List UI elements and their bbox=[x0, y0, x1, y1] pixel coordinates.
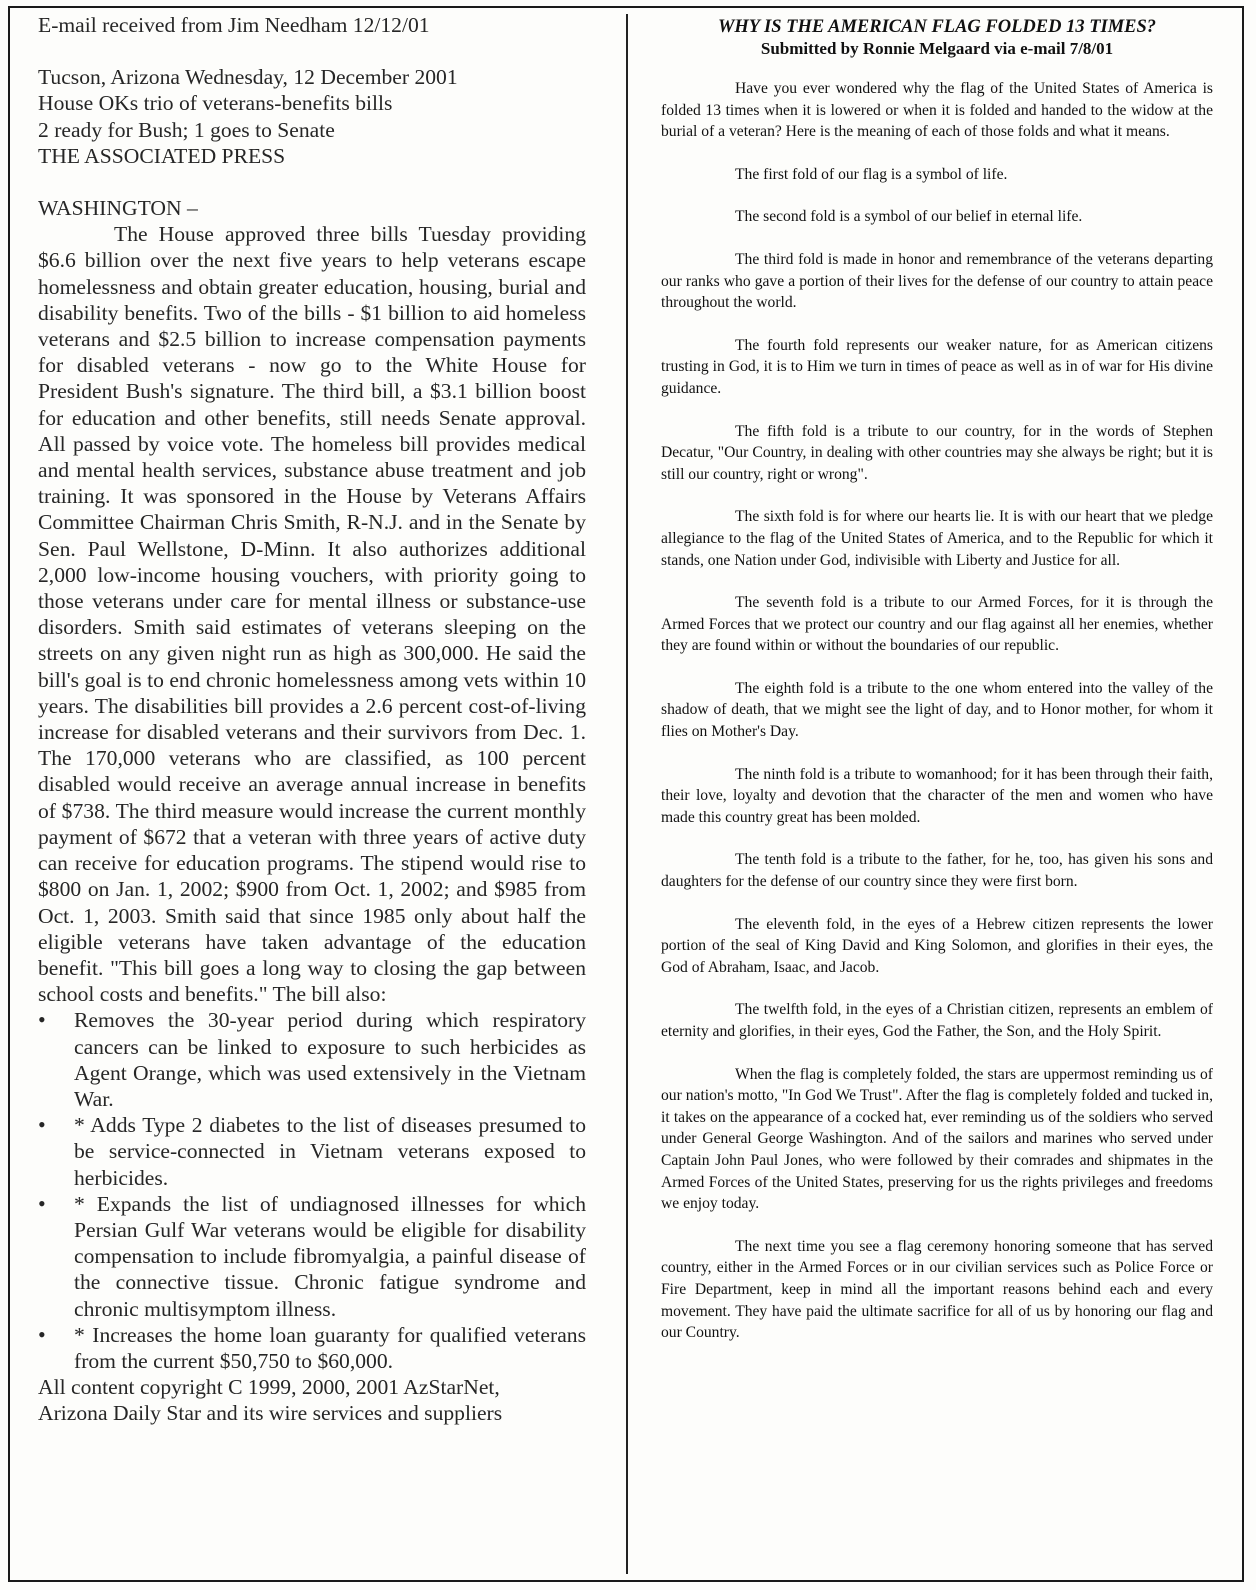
bill-provisions-list bbox=[38, 1007, 586, 1374]
fold-paragraph-1: The first fold of our flag is a symbol of life. bbox=[735, 165, 1008, 183]
subheadline: 2 ready for Bush; 1 goes to Senate bbox=[38, 117, 335, 142]
fold-paragraph-10: The tenth fold is a tribute to the father, for he, too, has given his sons and daughters for the defense of our country since they were first born. bbox=[661, 851, 1213, 891]
flag-folding-column bbox=[661, 16, 1213, 1365]
fold-paragraph-11: The eleventh fold, in the eyes of a Hebrew citizen represents the lower portion of the seal of King David and King Solomon, and glorifies in their eyes, the God of Abraham, Isaac, and Jacob. bbox=[661, 915, 1213, 976]
bullet-icon: • bbox=[38, 1112, 46, 1138]
fold-paragraph-12: The twelfth fold, in the eyes of a Christian citizen, represents an emblem of eternity and glorifies, in their eyes, God the Father, the Son, and the Holy Spirit. bbox=[661, 1001, 1213, 1040]
bullet-icon: • bbox=[38, 1321, 46, 1347]
article-body: The House approved three bills Tuesday providing $6.6 billion over the next five years to help veterans escape homelessness and obtain greater education, housing, burial and disability benefits. Two of the bills - $1 billion to aid homeless veterans and $2.5 billion to increase compensation payments for disabled veterans - now go to the White House for President Bush's signature. The third bill, a $3.1 billion boost for education and other benefits, still needs Senate approval. All passed by voice vote. The homeless bill provides medical and mental health services, substance abuse treatment and job training. It was sponsored in the House by Veterans Affairs Committee Chairman Chris Smith, R-N.J. and in the Senate by Sen. Paul Wellstone, D-Minn. It also authorizes additional 2,000 low-income housing vouchers, with priority going to those veterans under care for mental illness or substance-use disorders. Smith said estimates of veterans sleeping on the streets on any given night run as high as 300,000. He said the bill's goal is to end chronic homelessness among vets within 10 years. The disabilities bill provides a 2.6 percent cost-of-living increase for disabled veterans and their survivors from Dec. 1. The 170,000 veterans who are classified, as 100 percent disabled would receive an average annual increase in benefits of $738. The third measure would increase the current monthly payment of $672 that a veteran with three years of active duty can receive for education programs. The stipend would rise to $800 on Jan. 1, 2002; $900 from Oct. 1, 2002; and $985 from Oct. 1, 2003. Smith said that since 1985 only about half the eligible veterans have taken advantage of the education benefit. "This bill goes a long way to closing the gap between school costs and benefits." The bill also: bbox=[38, 222, 586, 1007]
closing-paragraph: The next time you see a flag ceremony honoring someone that has served country, either in the Armed Forces or in our civilian services such as Police Force or Fire Department, keep in mind all the important reasons behind each and every movement. They have paid the ultimate sacrifice for all of us by honoring our flag and our Country. bbox=[661, 1237, 1213, 1342]
fold-paragraph-6: The sixth fold is for where our hearts lie. It is with our heart that we pledge allegiance to the flag of the United States of America, and to the Republic for which it stands, one Nation under God, indivisible with Liberty and Justice for all. bbox=[661, 508, 1213, 569]
news-source: THE ASSOCIATED PRESS bbox=[38, 143, 286, 168]
completed-fold-paragraph: When the flag is completely folded, the stars are uppermost reminding us of our nation's motto, "In God We Trust". After the flag is completely folded and tucked in, it takes on the appearance of a cocked hat, ever reminding us of the soldiers who served under General George Washington. And of the sailors and marines who served under Captain John Paul Jones, who were followed by their comrades and shipmates in the Armed Forces of the United States, preserving for us the rights privileges and freedoms we enjoy today. bbox=[661, 1065, 1213, 1213]
bullet-icon: • bbox=[38, 1007, 46, 1033]
flag-article-byline: Submitted by Ronnie Melgaard via e-mail 7/8/01 bbox=[760, 39, 1114, 58]
copyright-line-2: Arizona Daily Star and its wire services and suppliers bbox=[38, 1401, 503, 1426]
fold-paragraph-9: The ninth fold is a tribute to womanhood; for it has been through their faith, their love, loyalty and devotion that the character of the men and women who have made this country great has been molded. bbox=[661, 765, 1213, 826]
column-divider bbox=[626, 14, 628, 1574]
list-item: • Removes the 30-year period during which respiratory cancers can be linked to exposure to such herbicides as Agent Orange, which was used extensively in the Vietnam War. bbox=[38, 1007, 586, 1111]
fold-paragraph-3: The third fold is made in honor and remembrance of the veterans departing our ranks who gave a portion of their lives for the defense of our country to attain peace throughout the world. bbox=[661, 250, 1213, 312]
fold-paragraph-8: The eighth fold is a tribute to the one whom entered into the valley of the shadow of death, that we might see the light of day, and to Honor mother, for whom it flies on Mother's Day. bbox=[661, 679, 1213, 741]
list-item: • * Increases the home loan guaranty for qualified veterans from the current $50,750 to $60,000. bbox=[38, 1321, 586, 1373]
flag-article-title: WHY IS THE AMERICAN FLAG FOLDED 13 TIMES? bbox=[717, 17, 1157, 37]
fold-paragraph-7: The seventh fold is a tribute to our Armed Forces, for it is through the Armed Forces that we protect our country and our flag against all her enemies, whether they are found within or without the boundaries of our republic. bbox=[661, 594, 1213, 655]
fold-paragraph-4: The fourth fold represents our weaker nature, for as American citizens trusting in God, it is to Him we turn in times of peace as well as in of war for His divine guidance. bbox=[661, 336, 1213, 397]
copyright-line: All content copyright C 1999, 2000, 2001 AzStarNet, bbox=[38, 1375, 500, 1400]
list-item: • * Adds Type 2 diabetes to the list of diseases presumed to be service-connected in Vietnam veterans exposed to herbicides. bbox=[38, 1112, 586, 1190]
dateline: Tucson, Arizona Wednesday, 12 December 2001 bbox=[38, 65, 458, 90]
intro-paragraph: Have you ever wondered why the flag of the United States of America is folded 13 times when it is lowered or when it is folded and handed to the widow at the burial of a veteran? Here is the meaning of each of those folds and what it means. bbox=[661, 80, 1213, 141]
news-article-column bbox=[38, 12, 586, 1427]
bullet-icon: • bbox=[38, 1190, 46, 1216]
fold-paragraph-2: The second fold is a symbol of our belief in eternal life. bbox=[735, 208, 1083, 226]
email-received-line: E-mail received from Jim Needham 12/12/01 bbox=[38, 13, 430, 37]
list-item: • * Expands the list of undiagnosed illnesses for which Persian Gulf War veterans would be eligible for disability compensation to include fibromyalgia, a painful disease of the connective tissue. Chronic fatigue syndrome and chronic multisymptom illness. bbox=[38, 1190, 586, 1321]
fold-paragraph-5: The fifth fold is a tribute to our country, for in the words of Stephen Decatur, "Our Country, in dealing with other countries may she always be right; but it is still our country, right or wrong". bbox=[661, 422, 1213, 483]
article-location: WASHINGTON – bbox=[38, 196, 198, 221]
headline: House OKs trio of veterans-benefits bills bbox=[38, 91, 393, 116]
